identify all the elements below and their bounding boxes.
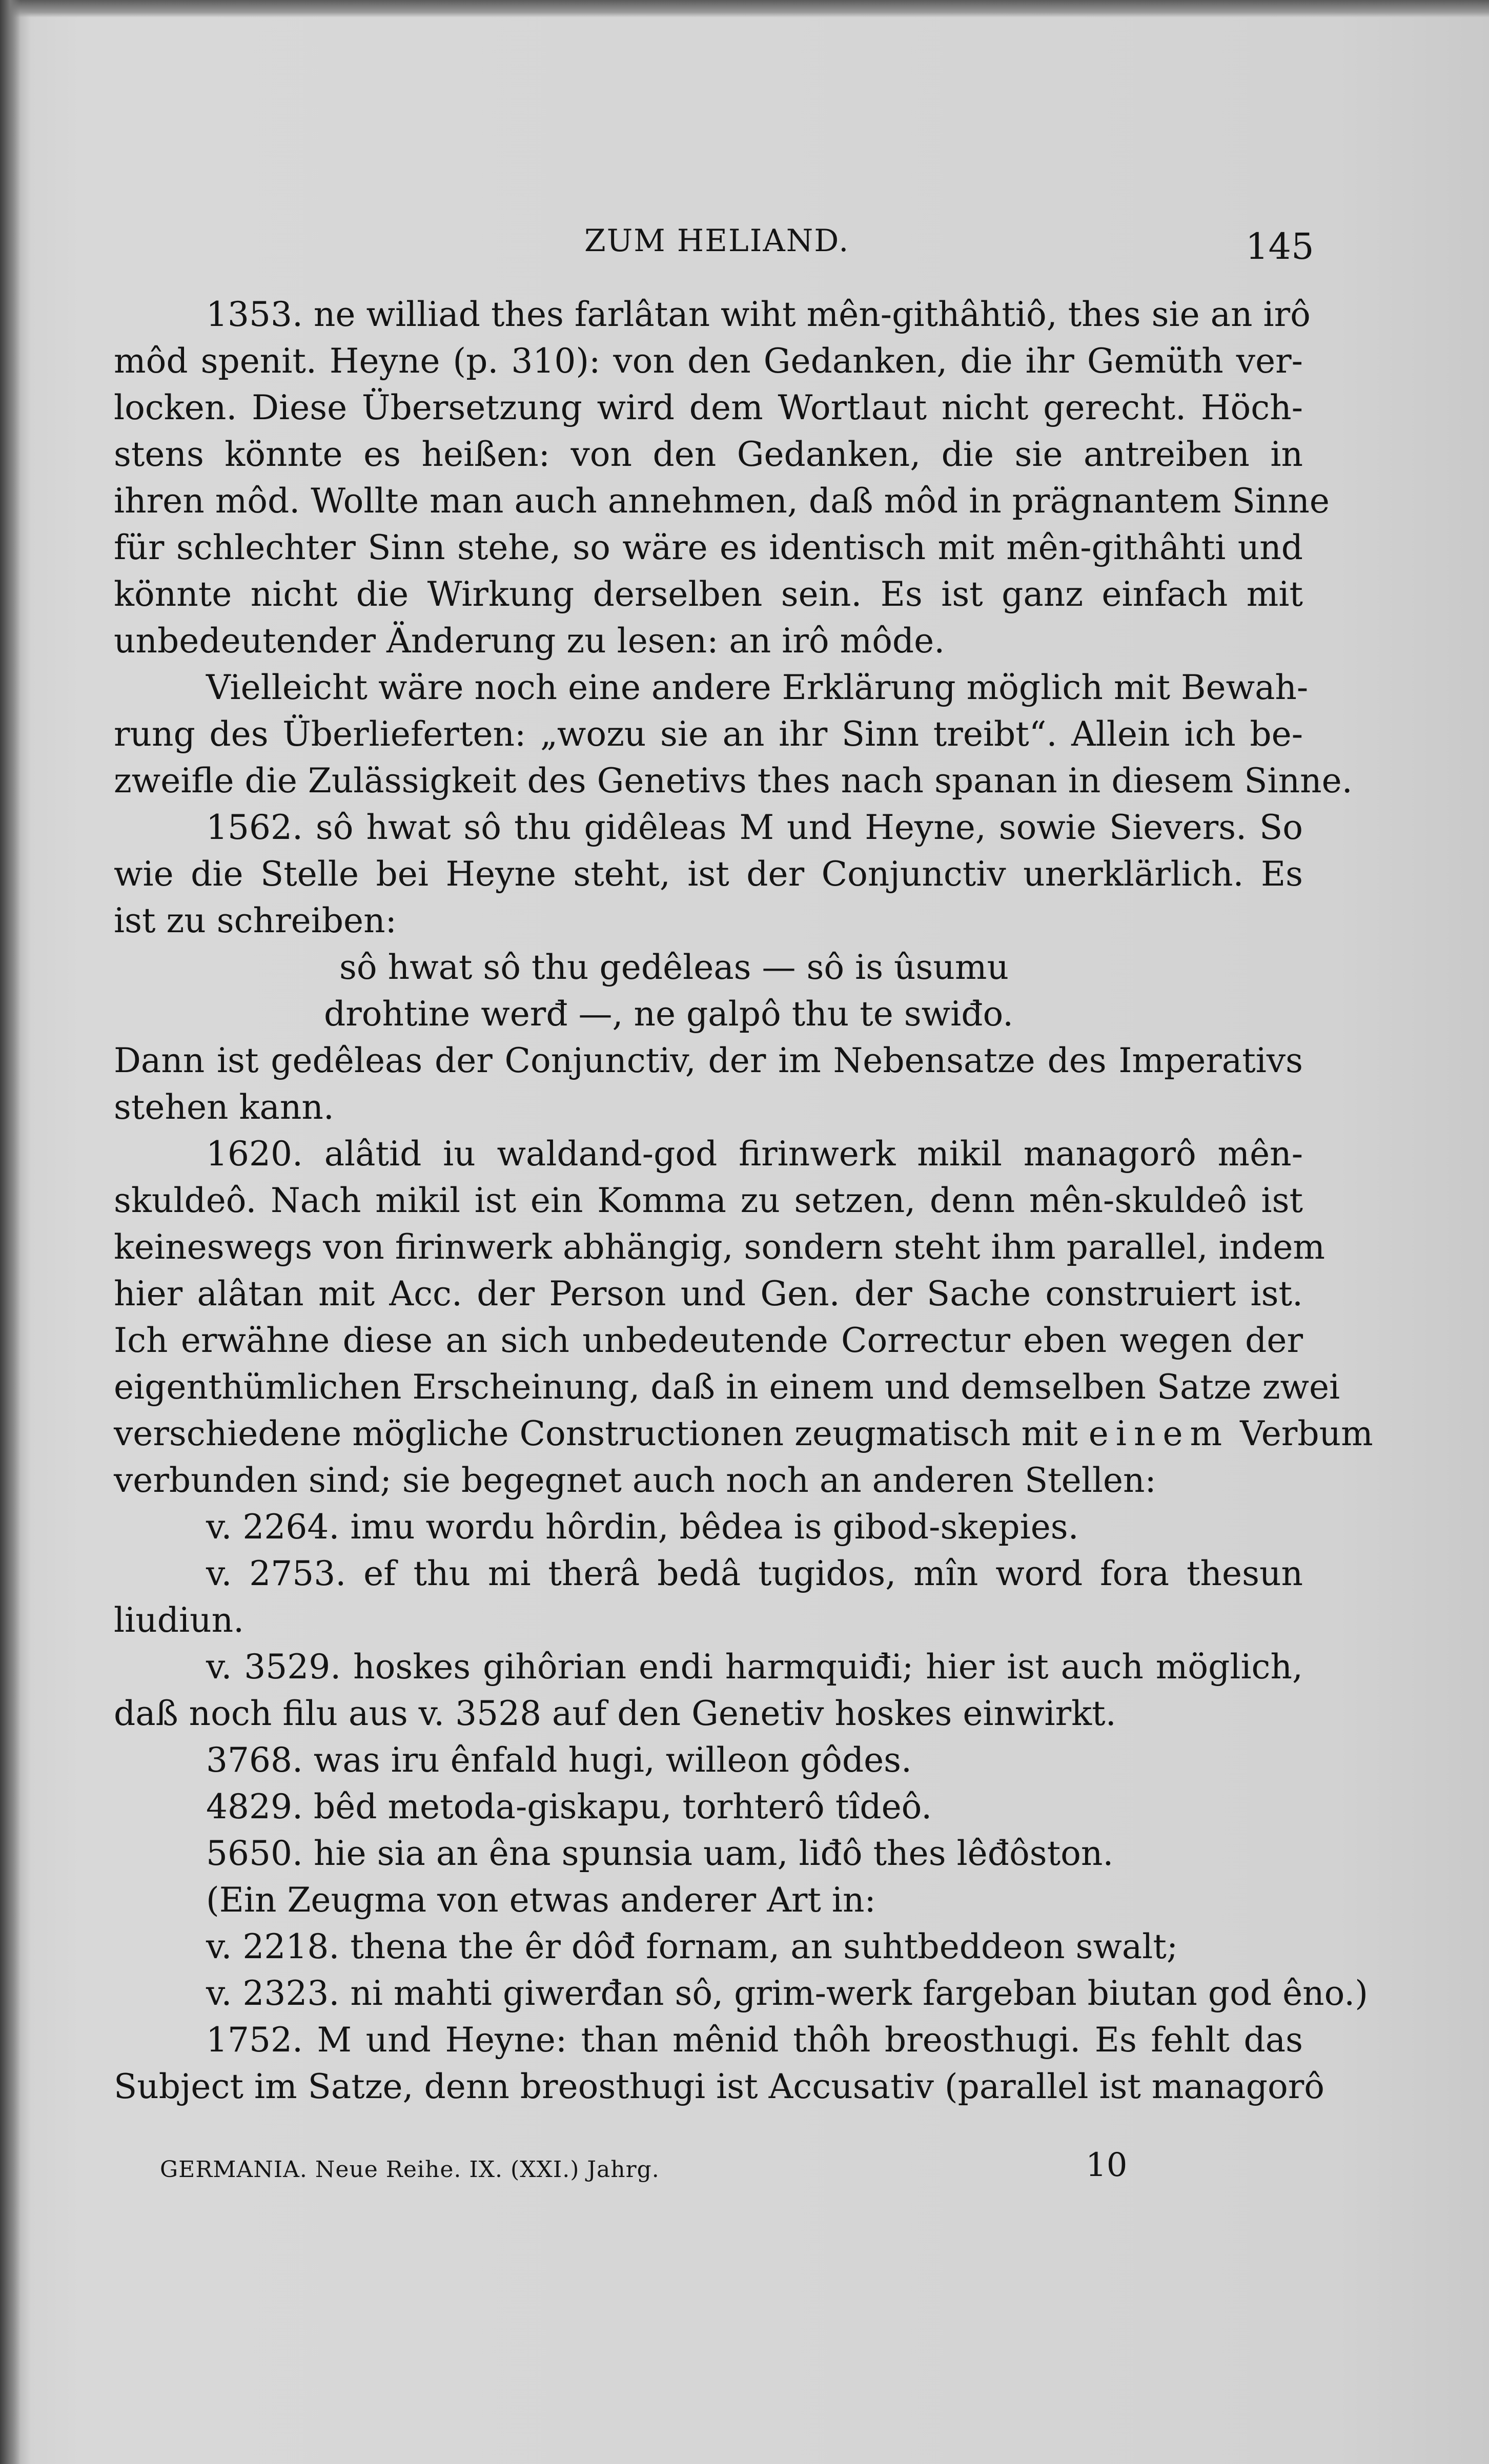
text-line: môd spenit. Heyne (p. 310): von den Gedanken, die ihr Gemüth ver- xyxy=(114,341,1303,381)
running-title: ZUM HELIAND. xyxy=(584,223,850,259)
verse-citation: v. 2753. ef thu mi therâ bedâ tugidos, mîn word fora thesun xyxy=(206,1554,1303,1593)
text-line: skuldeô. Nach mikil ist ein Komma zu setzen, denn mên-skuldeô ist xyxy=(114,1181,1303,1220)
text-line: eigenthümlichen Erscheinung, daß in einem und demselben Satze zwei xyxy=(114,1367,1340,1407)
text-fragment: Verbum xyxy=(1240,1414,1373,1453)
text-line: ist zu schreiben: xyxy=(114,901,397,940)
text-line: 1620. alâtid iu waldand-god firinwerk mikil managorô mên- xyxy=(206,1134,1303,1174)
verse-line: sô hwat sô thu gedêleas — sô is ûsumu xyxy=(339,948,1009,987)
text-line: 1752. M und Heyne: than mênid thôh breosthugi. Es fehlt das xyxy=(206,2020,1303,2060)
text-fragment: verschiedene mögliche Constructionen zeugmatisch mit xyxy=(114,1414,1078,1453)
verse-citation: 5650. hie sia an êna spunsia uam, liđô thes lêđôston. xyxy=(206,1834,1114,1873)
text-line: unbedeutender Änderung zu lesen: an irô môde. xyxy=(114,621,945,661)
text-line: daß noch filu aus v. 3528 auf den Genetiv hoskes einwirkt. xyxy=(114,1694,1116,1733)
sheet-number: 10 xyxy=(1086,2146,1128,2184)
text-line: stehen kann. xyxy=(114,1087,334,1127)
text-line: 1562. sô hwat sô thu gidêleas M und Heyne, sowie Sievers. So xyxy=(206,808,1303,847)
body-text xyxy=(114,291,1373,2110)
text-line: Vielleicht wäre noch eine andere Erklärung möglich mit Bewah- xyxy=(206,668,1309,707)
text-line: locken. Diese Übersetzung wird dem Wortlaut nicht gerecht. Höch- xyxy=(114,388,1303,427)
text-line: könnte nicht die Wirkung derselben sein. Es ist ganz einfach mit xyxy=(114,574,1303,614)
book-spine-shadow xyxy=(0,0,21,2464)
spaced-emphasis: einem xyxy=(1088,1414,1230,1453)
text-line: Dann ist gedêleas der Conjunctiv, der im Nebensatze des Imperativs xyxy=(114,1041,1303,1080)
text-line: hier alâtan mit Acc. der Person und Gen. der Sache construiert ist. xyxy=(114,1274,1303,1313)
text-line: stens könnte es heißen: von den Gedanken, die sie antreiben in xyxy=(114,435,1303,474)
page-top-edge xyxy=(0,0,1489,17)
verse-citation: v. 2323. ni mahti giwerđan sô, grim-werk fargeban biutan god êno.) xyxy=(206,1974,1368,2013)
text-line: ihren môd. Wollte man auch annehmen, daß môd in prägnantem Sinne xyxy=(114,481,1330,521)
verse-citation: v. 3529. hoskes gihôrian endi harmquiđi; hier ist auch möglich, xyxy=(206,1647,1303,1687)
text-line: zweifle die Zulässigkeit des Genetivs thes nach spanan in diesem Sinne. xyxy=(114,761,1353,800)
verse-citation: v. 2218. thena the êr dôđ fornam, an suhtbeddeon swalt; xyxy=(206,1927,1178,1966)
text-line: Subject im Satze, denn breosthugi ist Accusativ (parallel ist managorô xyxy=(114,2067,1324,2106)
text-line: verbunden sind; sie begegnet auch noch an anderen Stellen: xyxy=(114,1461,1156,1500)
text-line: 1353. ne williad thes farlâtan wiht mên-githâhtiô, thes sie an irô xyxy=(206,295,1311,334)
verse-line: drohtine werđ —, ne galpô thu te swiđo. xyxy=(324,994,1014,1034)
journal-signature: GERMANIA. Neue Reihe. IX. (XXI.) Jahrg. xyxy=(160,2157,660,2183)
text-line: wie die Stelle bei Heyne steht, ist der Conjunctiv unerklärlich. Es xyxy=(114,854,1303,894)
text-line: liudiun. xyxy=(114,1600,244,1640)
text-line: (Ein Zeugma von etwas anderer Art in: xyxy=(206,1880,876,1920)
verse-citation: v. 2264. imu wordu hôrdin, bêdea is gibod-skepies. xyxy=(206,1507,1079,1547)
page-number: 145 xyxy=(1246,225,1314,268)
text-line: keineswegs von firinwerk abhängig, sondern steht ihm parallel, indem xyxy=(114,1227,1325,1267)
text-line: für schlechter Sinn stehe, so wäre es identisch mit mên-githâhti und xyxy=(114,528,1303,567)
text-line xyxy=(114,1410,1373,1457)
verse-citation: 4829. bêd metoda-giskapu, torhterô tîdeô. xyxy=(206,1787,932,1826)
text-line: Ich erwähne diese an sich unbedeutende Correctur eben wegen der xyxy=(114,1321,1303,1360)
text-line: rung des Überlieferten: „wozu sie an ihr Sinn treibt“. Allein ich be- xyxy=(114,714,1303,754)
verse-citation: 3768. was iru ênfald hugi, willeon gôdes. xyxy=(206,1740,912,1780)
